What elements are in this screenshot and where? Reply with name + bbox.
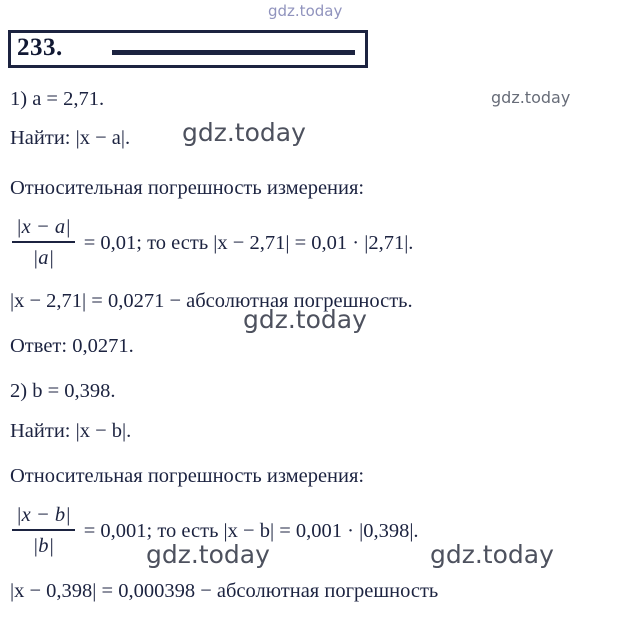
- part2-fraction-numerator: |x − b|: [16, 504, 71, 526]
- part1-equation-row: [10, 215, 413, 272]
- part2-fraction-denominator: |b|: [32, 534, 55, 557]
- part1-given-line: 1) a = 2,71.: [10, 88, 105, 110]
- watermark-top: gdz.today: [268, 2, 343, 20]
- watermark-right-upper: gdz.today: [491, 88, 571, 107]
- part2-find-line: Найти: |x − b|.: [10, 420, 132, 442]
- watermark-bottom-right: gdz.today: [430, 540, 554, 569]
- part1-find-line: Найти: |x − a|.: [10, 127, 131, 149]
- part2-given-line: 2) b = 0,398.: [10, 380, 116, 402]
- part1-relative-error-label: Относительная погрешность измерения:: [10, 177, 365, 199]
- task-number: 233.: [17, 34, 63, 61]
- part2-equation-rest: = 0,001; то есть |x − b| = 0,001 · |0,398|.: [83, 520, 419, 543]
- watermark-middle-upper: gdz.today: [182, 118, 306, 147]
- watermark-bottom-left: gdz.today: [146, 540, 270, 569]
- part1-fraction-denominator: |a|: [32, 246, 55, 269]
- part1-fraction: [12, 214, 75, 271]
- part1-fraction-numerator: |x − a|: [16, 216, 71, 238]
- part2-absolute-error-line: |x − 0,398| = 0,000398 − абсолютная погрешность: [10, 580, 439, 602]
- part2-relative-error-label: Относительная погрешность измерения:: [10, 465, 365, 487]
- part2-fraction: [12, 502, 75, 559]
- part1-equation-rest: = 0,01; то есть |x − 2,71| = 0,01 · |2,71|.: [83, 232, 414, 255]
- part1-answer-line: Ответ: 0,0271.: [10, 335, 134, 357]
- part2-equation-row: [10, 503, 419, 560]
- part1-absolute-error-line: |x − 2,71| = 0,0271 − абсолютная погрешность.: [10, 290, 413, 312]
- redaction-bar: [112, 50, 355, 55]
- watermark-middle-lower: gdz.today: [243, 305, 367, 334]
